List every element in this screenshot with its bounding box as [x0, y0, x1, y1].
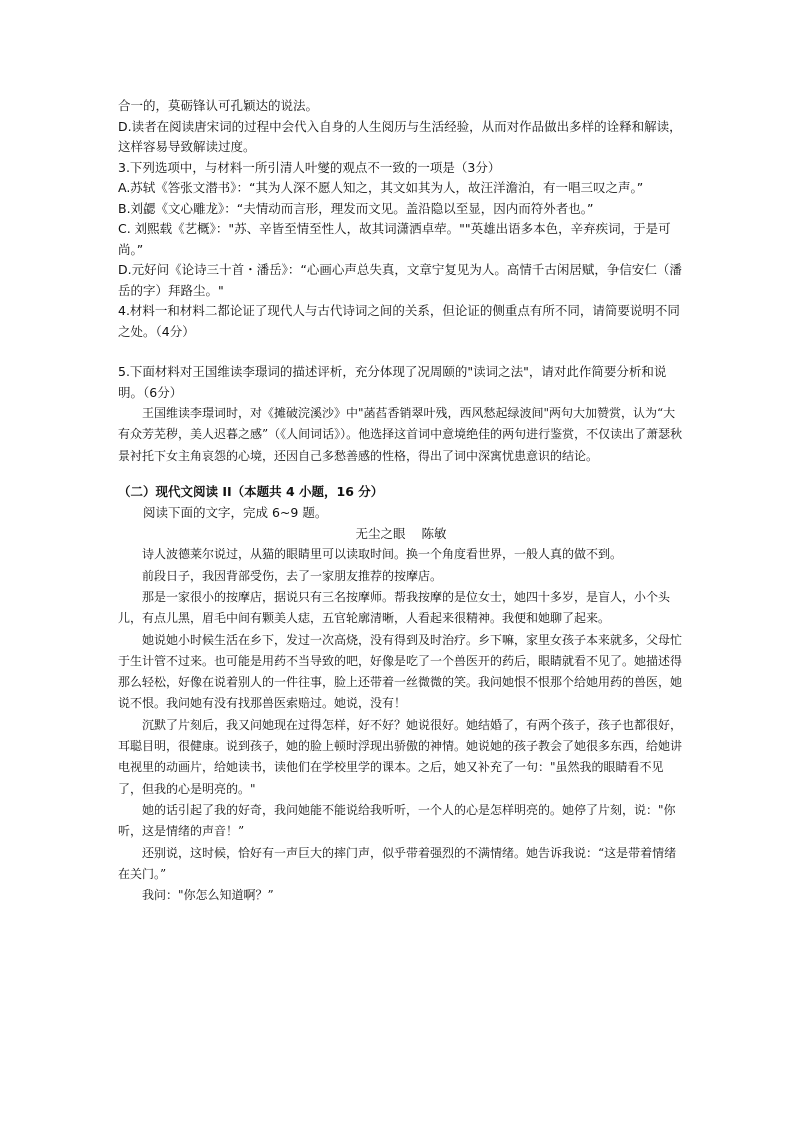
article-paragraph: 我问："你怎么知道啊？”: [142, 888, 274, 903]
option-d-statement: D.读者在阅读唐宋词的过程中会代入自身的人生阅历与生活经验，从而对作品做出多样的诠释和解读，这样容易导致解读过度。: [118, 118, 682, 154]
answer-space: [118, 342, 684, 362]
question-4: 4.材料一和材料二都论证了现代人与古代诗词之间的关系，但论证的侧重点有所不同，请简要说明不同之处。（4分）: [118, 303, 680, 339]
article-title: 无尘之眼: [355, 526, 406, 542]
section-instruction: 阅读下面的文字，完成 6~9 题。: [143, 504, 328, 520]
article-paragraph: 她的话引起了我的好奇，我问她能不能说给我听听，一个人的心是怎样明亮的。她停了片刻，说："你听，这是情绪的声音！”: [118, 802, 676, 839]
question-3: 3.下列选项中，与材料一所引清人叶燮的观点不一致的一项是（3分）: [118, 159, 501, 175]
option-b: B.刘勰《文心雕龙》：“夫情动而言形，理发而文见。盖沿隐以至显，因内而符外者也。”: [118, 200, 594, 216]
article-author: 陈敏: [421, 526, 447, 542]
text-line: 合一的，莫砺锋认可孔颖达的说法。: [118, 98, 319, 113]
article-heading: [118, 523, 684, 544]
option-a: A.苏轼《答张文潜书》：“其为人深不愿人知之，其文如其为人，故汪洋澹泊，有一唱三叹之声。”: [118, 180, 644, 195]
article-paragraph: 诗人波德莱尔说过，从猫的眼睛里可以读取时间。换一个角度看世界，一般人真的做不到。: [142, 547, 623, 562]
option-d: D.元好问《论诗三十首・潘岳》：“心画心声总失真，文章宁复见为人。高情千古闲居赋，争信安仁（潘岳的字）拜路尘。": [118, 262, 682, 298]
article-paragraph: 她说她小时候生活在乡下，发过一次高烧，没有得到及时治疗。乡下嘛，家里女孩子本来就多，父母忙于生计管不过来。也可能是用药不当导致的吧，好像是吃了一个兽医开的药后，眼睛就看不见了。她描述得那么轻松，好像在说着别人的一件往事，脸上还带着一丝微微的笑。我问她恨不恨那个给她用药的兽医，她说不恨。我问她有没有找那兽医索赔过。她说，没有！: [118, 632, 683, 711]
question-5-material: 王国维读李璟词时，对《摊破浣溪沙》中"菡萏香销翠叶残，西风愁起绿波间"两句大加赞赏，认为“大有众芳芜秽，美人迟暮之感”（《人间词话》）。他选择这首词中意境绝佳的两句进行鉴赏，不仅读出了萧瑟秋景衬托下女主角哀怨的心境，还因自己多愁善感的性格，得出了词中深寓忧患意识的结论。: [118, 406, 683, 463]
section-title: （二）现代文阅读 II（本题共 4 小题，16 分）: [118, 483, 384, 499]
question-5: 5.下面材料对王国维读李璟词的描述评析，充分体现了况周颐的"读词之法"，请对此作简要分析和说明。（6分）: [118, 364, 667, 400]
article-paragraph: 还别说，这时候，恰好有一声巨大的摔门声，似乎带着强烈的不满情绪。她告诉我说：“这是带着情绪在关门。”: [118, 845, 677, 881]
article-paragraph: 沉默了片刻后，我又问她现在过得怎样，好不好？她说很好。她结婚了，有两个孩子，孩子也都很好，耳聪目明，很健康。说到孩子，她的脸上顿时浮现出骄傲的神情。她说她的孩子教会了她很多东西，给她讲电视里的动画片，给她读书，读他们在学校里学的课本。之后，她又补充了一句："虽然我的眼睛看不见了，但我的心是明亮的。": [118, 717, 683, 796]
article-paragraph: 那是一家很小的按摩店，据说只有三名按摩师。帮我按摩的是位女士，她四十多岁，是盲人，小个头儿，有点儿黑，眉毛中间有颗美人痣，五官轮廓清晰，人看起来很精神。我便和她聊了起来。: [118, 589, 671, 626]
option-c: C. 刘熙载《艺概》："苏、辛皆至情至性人，故其词潇洒卓荦。""英雄出语多本色，辛弃疾词，于是可尚。”: [118, 221, 671, 257]
exam-page: [118, 96, 684, 906]
article-paragraph: 前段日子，我因背部受伤，去了一家朋友推荐的按摩店。: [142, 568, 443, 583]
